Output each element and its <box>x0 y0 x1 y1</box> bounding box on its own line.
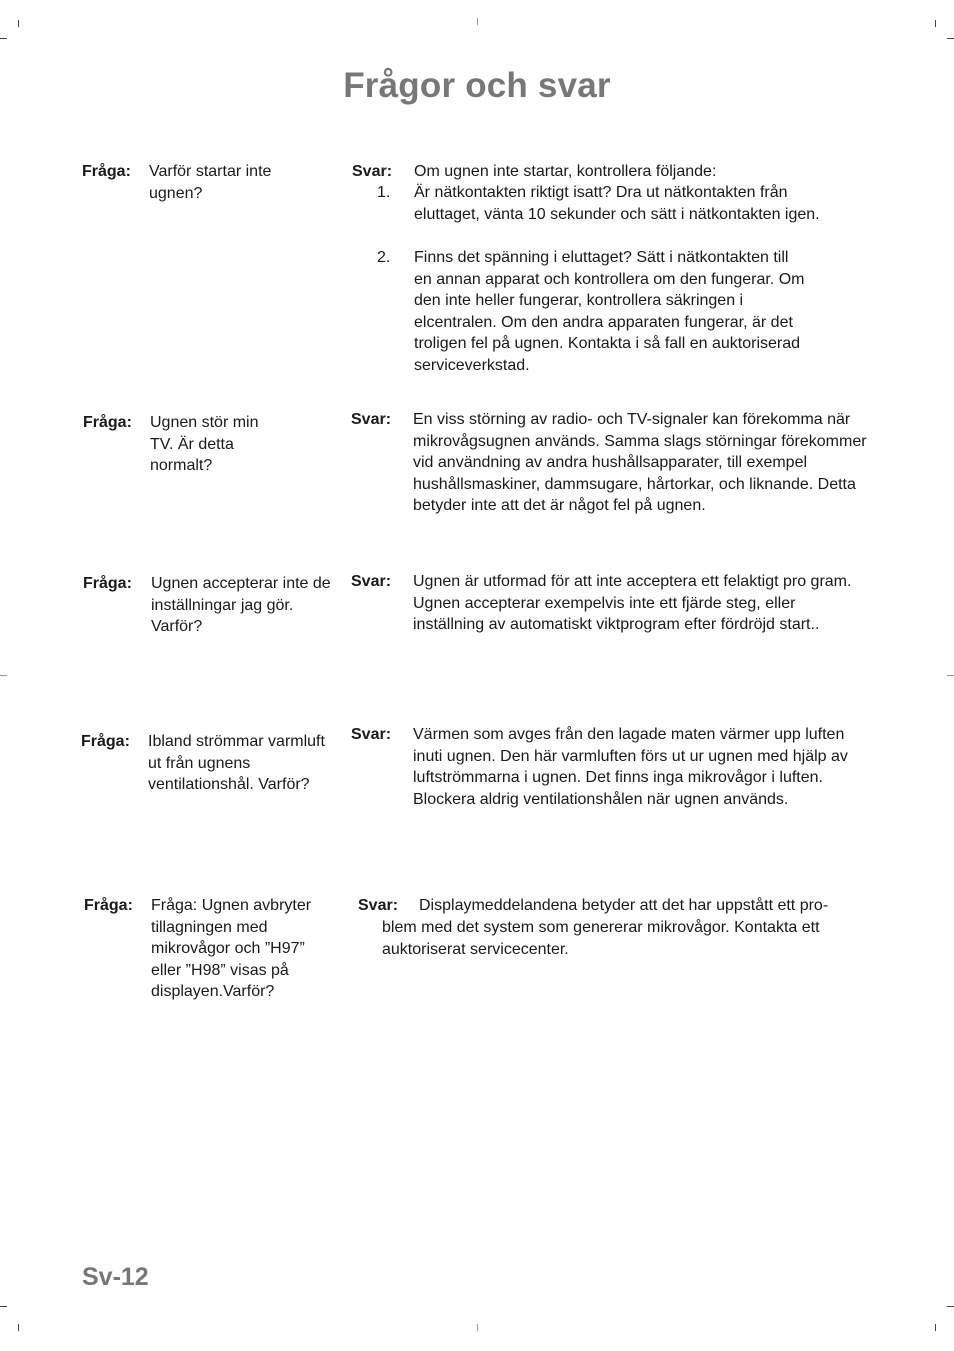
crop-mark <box>0 675 7 676</box>
crop-mark <box>0 38 7 39</box>
answer-text: Värmen som avges från den lagade maten värmer upp luften inuti ugnen. Den här varmluften förs ut ur ugnen med hjälp av luftströmmarna i ugnen. Det finns inga mikrovågor i luften. Blockera aldrig ventilationshålen när ugnen används. <box>413 726 848 808</box>
answer-label: Svar: <box>351 411 392 428</box>
question-text: Ugnen accepterar inte de inställningar jag gör. Varför? <box>151 575 331 636</box>
list-item-text: Finns det spänning i eluttaget? Sätt i nätkontakten till en annan apparat och kontrollera om den fungerar. Om den inte heller fungerar, kontrollera säkringen i elcentralen. Om den andra apparaten fungerar, är det troligen fel på ugnen. Kontakta i så fall en auktoriserad serviceverkstad. <box>414 249 805 374</box>
crop-mark <box>935 20 936 27</box>
crop-mark <box>18 1324 19 1331</box>
list-number: 2. <box>377 249 391 266</box>
answer-label: Svar: <box>351 726 392 743</box>
answer-label: Svar: <box>351 573 392 590</box>
answer-text: En viss störning av radio- och TV-signaler kan förekomma när mikrovågsugnen används. Samma slags störningar förekommer vid användning av andra hushållsapparater, till exempel hushållsmaskiner, dammsugare, hårtorkar, och liknande. Detta betyder inte att det är något fel på ugnen. <box>413 411 867 515</box>
answer-text-continued: blem med det system som genererar mikrovågor. Kontakta ett auktoriserat servicecenter. <box>382 919 820 958</box>
crop-mark <box>18 20 19 27</box>
list-item-text: Är nätkontakten riktigt isatt? Dra ut nätkontakten från eluttaget, vänta 10 sekunder och sätt i nätkontakten igen. <box>414 184 820 223</box>
crop-mark <box>947 1306 954 1307</box>
question-text: Ibland strömmar varmluft ut från ugnens ventilationshål. Varför? <box>148 733 325 794</box>
answer-label: Svar: <box>352 163 393 180</box>
page-number: Sv-12 <box>82 1263 149 1291</box>
question-text: Varför startar inte ugnen? <box>149 163 272 202</box>
crop-mark <box>947 675 954 676</box>
question-text: Ugnen stör min TV. Är detta normalt? <box>150 414 259 475</box>
list-number: 1. <box>377 184 391 201</box>
crop-mark <box>477 1324 478 1331</box>
question-label: Fråga: <box>83 575 132 592</box>
crop-mark <box>935 1324 936 1331</box>
question-label: Fråga: <box>84 897 133 914</box>
question-label: Fråga: <box>83 414 132 431</box>
answer-text: Om ugnen inte startar, kontrollera följande: <box>414 163 717 180</box>
answer-text: Displaymeddelandena betyder att det har uppstått ett pro- <box>419 897 829 914</box>
crop-mark <box>477 18 478 25</box>
page-title: Frågor och svar <box>343 66 611 105</box>
question-label: Fråga: <box>82 163 131 180</box>
crop-mark <box>0 1306 7 1307</box>
question-label: Fråga: <box>81 733 130 750</box>
crop-mark <box>947 38 954 39</box>
answer-text: Ugnen är utformad för att inte acceptera ett felaktigt pro gram. Ugnen accepterar exempelvis inte ett fjärde steg, eller inställning av automatiskt viktprogram efter fördröjd start.. <box>413 573 852 634</box>
answer-label: Svar: <box>358 897 399 914</box>
question-text: Fråga: Ugnen avbryter tillagningen med mikrovågor och ”H97” eller ”H98” visas på displayen.Varför? <box>151 897 312 1001</box>
